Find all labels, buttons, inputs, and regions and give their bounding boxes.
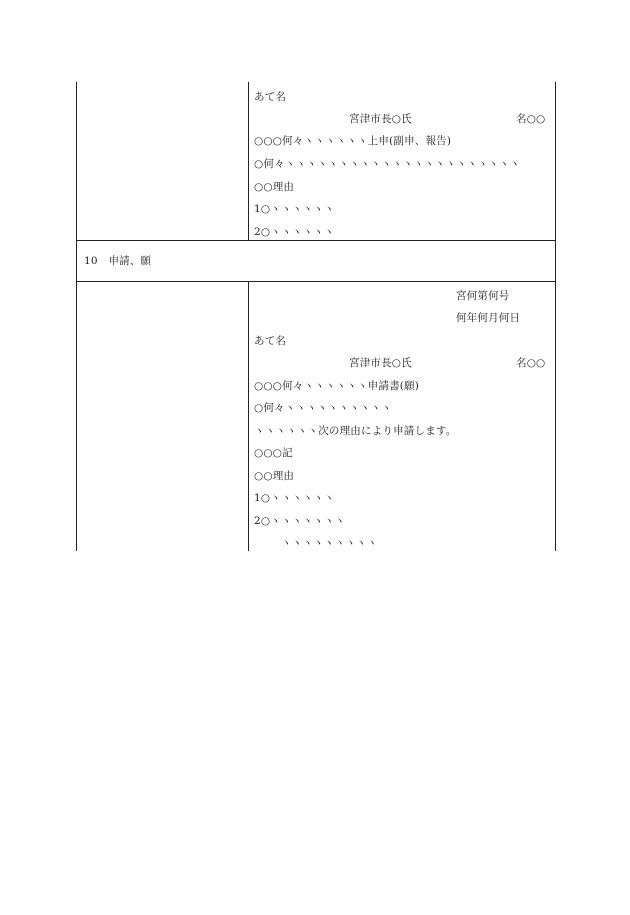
table-left-border-bottom [76,281,77,551]
reason-item-1: 1○ヽヽヽヽヽヽ [254,203,335,215]
table-right-border-bottom [555,281,556,551]
subject-line: ○○○何々ヽヽヽヽヽヽ上申(副申、報告) [254,135,452,147]
body-line: ○何々ヽヽヽヽヽヽヽヽヽヽ [254,402,392,414]
body-line: ○何々ヽヽヽヽヽヽヽヽヽヽヽヽヽヽヽヽヽヽヽヽヽヽ [254,158,521,170]
reason-heading: ○○理由 [254,470,295,482]
reason-item-2: 2○ヽヽヽヽヽヽ [254,226,335,238]
sender-name: 名○○ [516,113,546,125]
addressee-label: あて名 [254,91,287,103]
table-left-border-mid [76,240,77,282]
table-divider-top [248,82,249,240]
recipient-mayor: 宮津市長○氏 [349,113,412,125]
table-right-border-mid [555,240,556,282]
recipient-mayor: 宮津市長○氏 [349,357,412,369]
reason-item-2: 2○ヽヽヽヽヽヽヽ [254,515,346,527]
table-right-border-top [555,82,556,240]
reason-continuation: ヽヽヽヽヽヽヽヽヽ [281,537,378,549]
body-line: ヽヽヽヽヽヽ次の理由により申請します。 [254,425,457,437]
reason-heading: ○○理由 [254,181,295,193]
document-number: 宮何第何号 [456,290,510,302]
notes-heading: ○○○記 [254,447,293,459]
table-left-border-top [76,82,77,240]
subject-line: ○○○何々ヽヽヽヽヽヽ申請書(願) [254,380,420,392]
document-date: 何年何月何日 [456,312,521,324]
table-divider-bottom [248,281,249,551]
section-heading: 10 申請、願 [84,255,152,267]
table-row-separator [76,240,556,241]
addressee-label: あて名 [254,335,287,347]
sender-name: 名○○ [516,357,546,369]
table-row-separator-2 [76,281,556,282]
reason-item-1: 1○ヽヽヽヽヽヽ [254,492,335,504]
